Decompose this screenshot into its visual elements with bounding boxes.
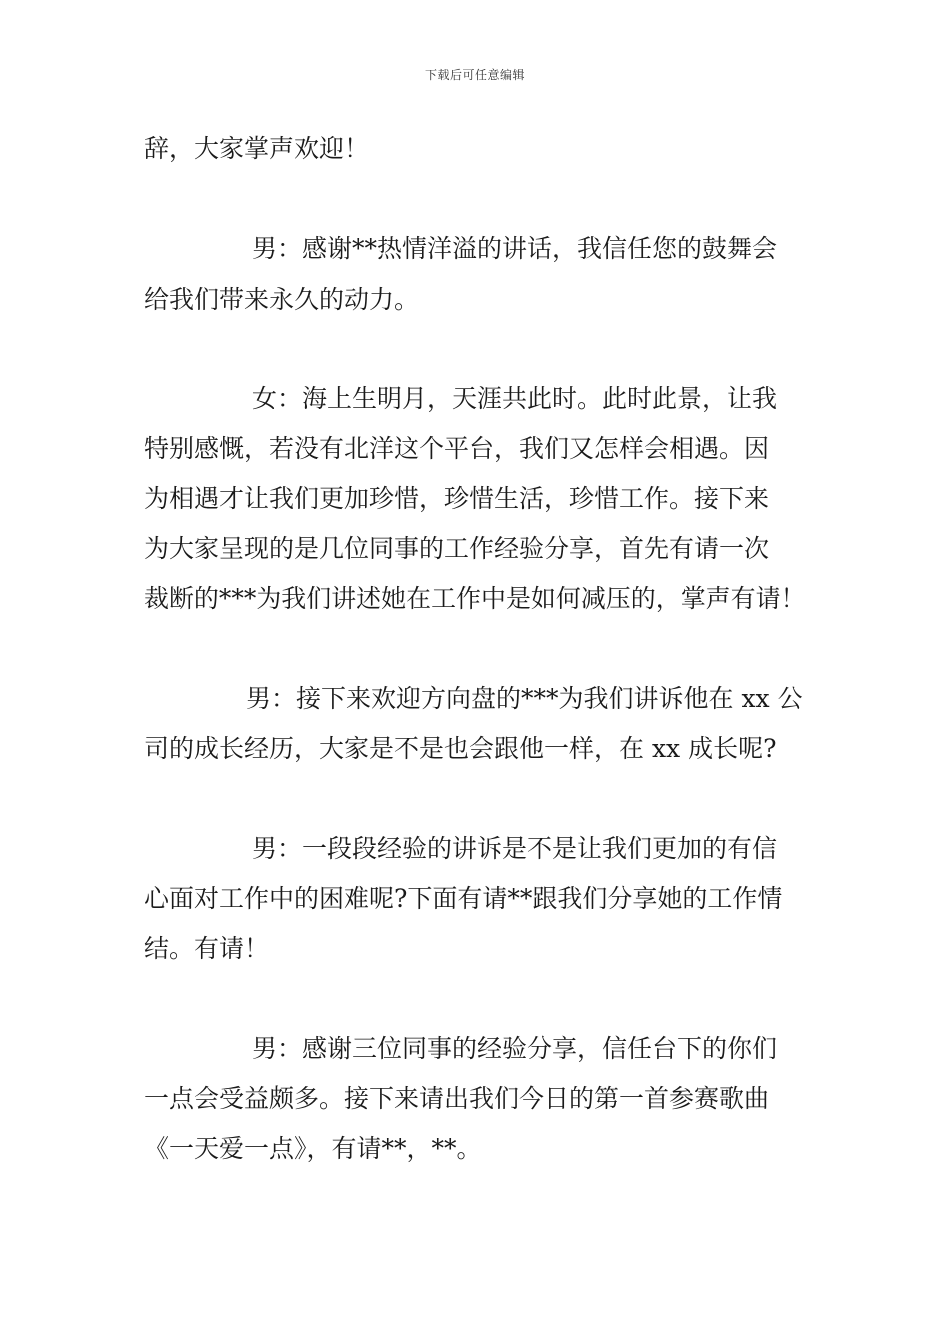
page-header: 下载后可任意编辑 (424, 68, 525, 82)
text-line: 《一天爱一点》，有请**，**。 (144, 1134, 482, 1163)
text-line: 男：一段段经验的讲诉是不是让我们更加的有信 (252, 834, 778, 863)
text-line: 心面对工作中的困难呢?下面有请**跟我们分享她的工作情 (144, 884, 783, 913)
text-line: 给我们带来永久的动力。 (144, 285, 420, 314)
text-line: 男：感谢三位同事的经验分享，信任台下的你们 (252, 1034, 778, 1063)
text-line: 男：感谢**热情洋溢的讲话，我信任您的鼓舞会 (252, 234, 778, 263)
text-line: 裁断的***为我们讲述她在工作中是如何减压的，掌声有请！ (144, 584, 806, 613)
text-line: 结。有请！ (144, 934, 270, 963)
text-line: 为相遇才让我们更加珍惜，珍惜生活，珍惜工作。接下来 (144, 484, 770, 513)
text-line: 一点会受益颇多。接下来请出我们今日的第一首参赛歌曲 (144, 1084, 770, 1113)
text-line: 为大家呈现的是几位同事的工作经验分享，首先有请一次 (144, 534, 770, 563)
text-line: 女：海上生明月，天涯共此时。此时此景，让我 (252, 384, 778, 413)
text-line: 辞，大家掌声欢迎！ (144, 134, 370, 163)
text-line: 司的成长经历，大家是不是也会跟他一样，在 xx 成长呢? (144, 734, 777, 763)
text-line: 男：接下来欢迎方向盘的***为我们讲诉他在 xx 公 (246, 684, 803, 713)
text-line: 特别感慨，若没有北洋这个平台，我们又怎样会相遇。因 (144, 434, 770, 463)
